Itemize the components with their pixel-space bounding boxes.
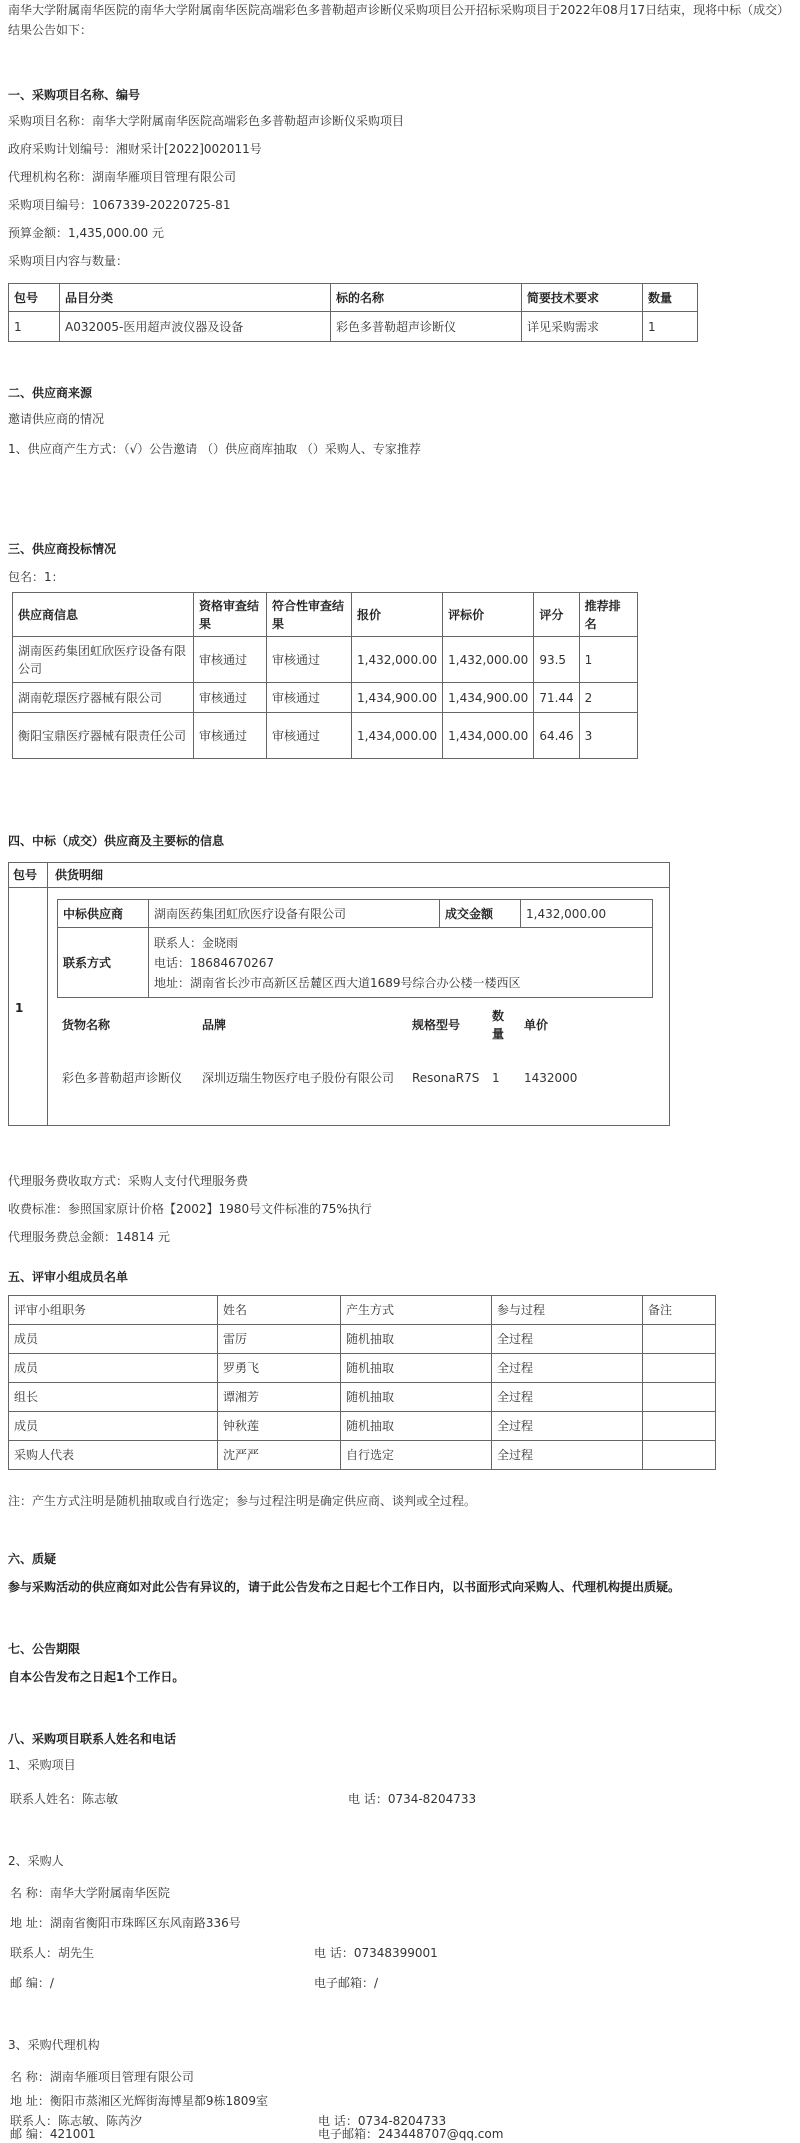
col-header: 供应商信息 [13,593,194,637]
col-header: 推荐排名 [579,593,637,637]
table-cell: 采购人代表 [9,1441,218,1470]
section-4-heading: 四、中标（成交）供应商及主要标的信息 [8,834,225,848]
section-6-heading: 六、质疑 [8,1552,57,1566]
table-cell: 详见采购需求 [522,312,643,342]
table-cell: 自行选定 [341,1441,492,1470]
intro-text: 南华大学附属南华医院的南华大学附属南华医院高端彩色多普勒超声诊断仪采购项目公开招标采购项目于2022年08月17日结束，现将中标（成交）结果公告如下： [8,3,784,37]
table-cell: 1432000 [524,1071,578,1085]
table-cell: 71.44 [534,683,579,713]
supplier-method: 1、供应商产生方式：（√）公告邀请 （）供应商库抽取 （）采购人、专家推荐 [8,442,421,456]
table-cell: 1,434,000.00 [443,713,534,759]
subheading-project: 1、采购项目 [8,1758,76,1772]
winner-package-number: 1 [15,1001,24,1015]
table-cell: 彩色多普勒超声诊断仪 [331,312,522,342]
col-header: 标的名称 [331,284,522,312]
amount-label: 成交金额 [440,900,521,928]
section-1-heading: 一、采购项目名称、编号 [8,88,141,102]
table-cell: ResonaR7S [412,1071,480,1085]
winner-name: 湖南医药集团虹欣医疗设备有限公司 [149,900,440,928]
table-cell: 沈严严 [218,1441,341,1470]
table-cell: 钟秋莲 [218,1412,341,1441]
challenge-text: 参与采购活动的供应商如对此公告有异议的，请于此公告发布之日起七个工作日内，以书面形式向采购人、代理机构提出质疑。 [8,1580,681,1594]
table-cell [643,1354,716,1383]
table-cell: A032005-医用超声波仪器及设备 [60,312,331,342]
budget: 预算金额：1,435,000.00 元 [8,226,164,240]
project-content-table [8,283,698,342]
table-cell: 审核通过 [194,713,267,759]
col-header: 单价 [524,1018,549,1032]
agent-email: 电子邮箱：243448707@qq.com [318,2127,504,2141]
winner-box [8,862,670,1126]
buyer-name: 名 称：南华大学附属南华医院 [10,1886,170,1900]
fee-total: 代理服务费总金额：14814 元 [8,1230,170,1244]
table-cell: 1 [492,1071,500,1085]
table-cell: 全过程 [492,1412,643,1441]
table-cell: 审核通过 [194,683,267,713]
table-cell [643,1325,716,1354]
col-header: 资格审查结果 [194,593,267,637]
supplier-invite: 邀请供应商的情况 [8,412,105,426]
panel-note: 注：产生方式注明是随机抽取或自行选定；参与过程注明是确定供应商、谈判或全过程。 [8,1494,477,1508]
project-number: 采购项目编号：1067339-20220725-81 [8,198,231,212]
notice-period-text: 自本公告发布之日起1个工作日。 [8,1670,185,1684]
table-cell: 1 [9,312,60,342]
contact-label: 联系方式 [58,928,149,998]
table-cell: 1,434,000.00 [352,713,443,759]
table-cell: 3 [579,713,637,759]
agent-address: 地 址：衡阳市蒸湘区光辉街海博星都9栋1809室 [10,2094,268,2108]
section-5-heading: 五、评审小组成员名单 [8,1270,129,1284]
buyer-contact: 联系人：胡先生 [10,1946,95,1960]
project-name: 采购项目名称：南华大学附属南华医院高端彩色多普勒超声诊断仪采购项目 [8,114,405,128]
table-cell: 1,432,000.00 [443,637,534,683]
fee-method: 代理服务费收取方式：采购人支付代理服务费 [8,1174,249,1188]
agent-contact: 联系人：陈志敏、陈芮汐 [10,2114,143,2128]
winner-label: 中标供应商 [58,900,149,928]
table-cell: 审核通过 [194,637,267,683]
col-header: 评标价 [443,593,534,637]
col-header: 数量 [492,1009,505,1041]
col-header: 简要技术要求 [522,284,643,312]
agent-name: 名 称：湖南华雁项目管理有限公司 [10,2070,194,2084]
col-header: 参与过程 [492,1296,643,1325]
table-cell: 罗勇飞 [218,1354,341,1383]
table-cell [643,1412,716,1441]
buyer-email: 电子邮箱：/ [314,1976,379,1990]
col-header: 评分 [534,593,579,637]
col-header: 评审小组职务 [9,1296,218,1325]
table-cell: 审核通过 [267,637,352,683]
table-cell: 全过程 [492,1441,643,1470]
table-cell: 64.46 [534,713,579,759]
col-header: 货物名称 [62,1018,111,1032]
buyer-zip: 邮 编：/ [10,1976,54,1990]
col-detail-header: 供货明细 [55,868,104,882]
table-cell [643,1383,716,1412]
project-contact-name: 联系人姓名：陈志敏 [10,1792,119,1806]
col-header: 规格型号 [412,1018,461,1032]
col-header: 报价 [352,593,443,637]
fee-standard: 收费标准：参照国家原计价格【2002】1980号文件标准的75%执行 [8,1202,372,1216]
section-3-heading: 三、供应商投标情况 [8,542,117,556]
table-cell: 1,432,000.00 [352,637,443,683]
table-cell: 成员 [9,1412,218,1441]
table-cell: 1,434,900.00 [352,683,443,713]
goods-table [57,1003,653,1109]
table-cell: 衡阳宝鼎医疗器械有限责任公司 [13,713,194,759]
buyer-phone: 电 话：07348399001 [314,1946,438,1960]
table-cell: 1,434,900.00 [443,683,534,713]
section-2-heading: 二、供应商来源 [8,386,93,400]
table-cell: 全过程 [492,1383,643,1412]
project-contact-phone: 电 话：0734-8204733 [348,1792,477,1806]
agent-zip: 邮 编：421001 [10,2127,96,2141]
col-header: 包号 [9,284,60,312]
table-cell: 2 [579,683,637,713]
col-header: 品目分类 [60,284,331,312]
col-header: 品牌 [202,1018,227,1032]
table-cell: 组长 [9,1383,218,1412]
contact-address: 地址：湖南省长沙市高新区岳麓区西大道1689号综合办公楼一楼西区 [154,975,521,990]
col-header: 备注 [643,1296,716,1325]
col-header: 姓名 [218,1296,341,1325]
table-cell: 成员 [9,1354,218,1383]
agency-name: 代理机构名称：湖南华雁项目管理有限公司 [8,170,237,184]
agent-phone: 电 话：0734-8204733 [318,2114,447,2128]
table-cell: 随机抽取 [341,1325,492,1354]
package-name: 包名：1： [8,570,64,584]
table-cell: 审核通过 [267,683,352,713]
subheading-buyer: 2、采购人 [8,1854,64,1868]
table-cell: 1 [643,312,698,342]
table-cell: 随机抽取 [341,1383,492,1412]
panel-table [8,1295,716,1470]
section-7-heading: 七、公告期限 [8,1642,81,1656]
table-cell: 湖南医药集团虹欣医疗设备有限公司 [13,637,194,683]
table-cell: 1 [579,637,637,683]
table-cell: 93.5 [534,637,579,683]
table-cell: 全过程 [492,1354,643,1383]
table-cell: 彩色多普勒超声诊断仪 [62,1071,183,1085]
table-cell: 随机抽取 [341,1412,492,1441]
table-cell: 审核通过 [267,713,352,759]
table-cell: 深圳迈瑞生物医疗电子股份有限公司 [202,1071,395,1085]
buyer-address: 地 址：湖南省衡阳市珠晖区东风南路336号 [10,1916,241,1930]
plan-number: 政府采购计划编号：湘财采计[2022]002011号 [8,142,262,156]
winner-info-table [57,899,653,998]
col-header: 产生方式 [341,1296,492,1325]
table-cell: 随机抽取 [341,1354,492,1383]
col-header: 符合性审查结果 [267,593,352,637]
table-cell: 雷厉 [218,1325,341,1354]
subheading-agency: 3、采购代理机构 [8,2038,100,2052]
amount-value: 1,432,000.00 [521,900,653,928]
col-header: 数量 [643,284,698,312]
contact-phone: 电话：18684670267 [154,955,274,970]
section-8-heading: 八、采购项目联系人姓名和电话 [8,1732,177,1746]
table-cell: 成员 [9,1325,218,1354]
col-pkg-header: 包号 [13,868,38,882]
content-label: 采购项目内容与数量： [8,254,129,268]
bid-table [12,592,638,759]
table-cell [643,1441,716,1470]
contact-person: 联系人：金晓雨 [154,935,239,950]
table-cell: 湖南乾璟医疗器械有限公司 [13,683,194,713]
table-cell: 谭湘芳 [218,1383,341,1412]
table-cell: 全过程 [492,1325,643,1354]
